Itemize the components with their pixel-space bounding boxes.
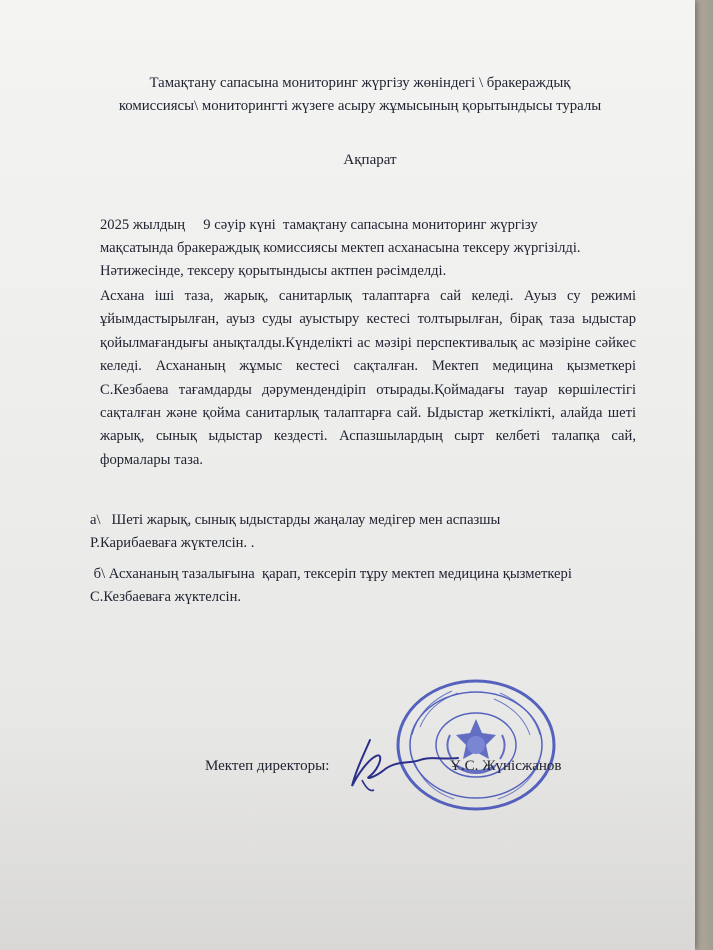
title-line-1: Тамақтану сапасына мониторинг жүргізу жөніндегі \ бракераждық [149, 75, 571, 91]
intro-line-3: Нәтижесінде, тексеру қорытындысы актпен рәсімделді. [100, 263, 447, 279]
findings-paragraph: Асхана іші таза, жарық, санитарлық талаптарға сай келеді. Ауыз су режимі ұйымдастырылған, ауыз суды ауыстыру кестесі толтырылған, бірақ таза ыдыстар қойылмағандығы анықталды.Күнделікті ас мәзірі перспективалық ас мәзіріне сәйкес келеді. Асхананың жұмыс кестесі сақталған. Мектеп медицина қызметкері С.Кезбаева тағамдарды дәрумендендіріп отырады.Қоймадағы тауар көршілестігі сақталған және қойма санитарлық талаптарға сай. Ыдыстар жеткілікті, алайда шеті жарық, сынық ыдыстар кездесті. Аспазшылардың сырт келбеті талапқа сай, формалары таза. [100, 288, 636, 468]
intro-line-1: 2025 жылдың 9 сәуір күні тамақтану сапасына мониторинг жүргізу [100, 217, 538, 233]
item-b-line-2: С.Кезбаеваға жүктелсін. [90, 589, 242, 605]
intro-paragraph [100, 214, 581, 283]
item-a-line-2: Р.Карибаеваға жүктелсін. . [90, 535, 255, 551]
document-heading: Ақпарат [343, 152, 397, 168]
intro-line-2: мақсатында бракераждық комиссиясы мектеп асханасына тексеру жүргізілді. [100, 240, 581, 256]
item-a-line-1: а\ Шеті жарық, сынық ыдыстарды жаңалау медігер мен аспазшы [90, 512, 501, 528]
title-line-2: комиссиясы\ мониторингті жүзеге асыру жұмысының қорытындысы туралы [118, 98, 602, 114]
document-title [60, 72, 660, 118]
item-b-line-1: б\ Асхананың тазалығына қарап, тексеріп тұру мектеп медицина қызметкері [90, 566, 572, 582]
decision-item-b [90, 563, 572, 609]
decision-item-a [90, 509, 500, 555]
director-name: Ұ.С. Жүнісжанов [450, 758, 562, 774]
signature-label: Мектеп директоры: [205, 758, 330, 774]
